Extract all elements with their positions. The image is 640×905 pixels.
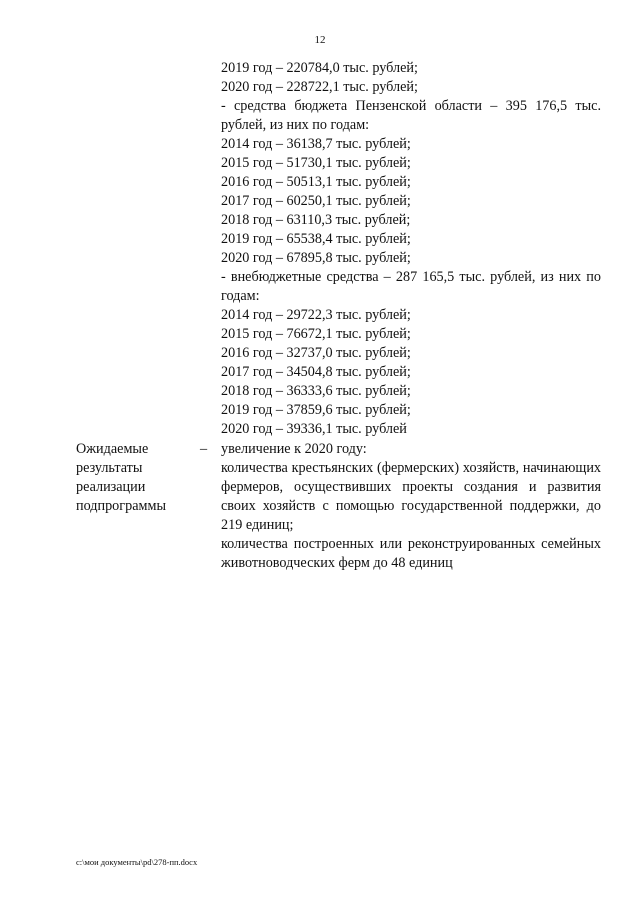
page-number: 12: [314, 34, 326, 46]
extra-year-line: 2017 год – 34504,8 тыс. рублей;: [221, 364, 411, 380]
extra-year-line: 2020 год – 39336,1 тыс. рублей: [221, 421, 407, 437]
label-line: реализации: [76, 479, 146, 495]
label-line: подпрограммы: [76, 498, 166, 514]
regional-year-line: 2015 год – 51730,1 тыс. рублей;: [221, 155, 411, 171]
regional-year-line: 2016 год – 50513,1 тыс. рублей;: [221, 174, 411, 190]
extra-year-line: 2014 год – 29722,3 тыс. рублей;: [221, 307, 411, 323]
label-line: Ожидаемые: [76, 441, 149, 457]
regional-year-line: 2019 год – 65538,4 тыс. рублей;: [221, 231, 411, 247]
expected-results-label: [76, 440, 196, 516]
regional-budget-intro: - средства бюджета Пензенской области – 395 176,5 тыс. рублей, из них по годам:: [221, 98, 601, 133]
regional-year-line: 2018 год – 63110,3 тыс. рублей;: [221, 212, 411, 228]
funding-year-line: 2020 год – 228722,1 тыс. рублей;: [221, 79, 418, 95]
funding-year-line: 2019 год – 220784,0 тыс. рублей;: [221, 60, 418, 76]
extra-year-line: 2016 год – 32737,0 тыс. рублей;: [221, 345, 411, 361]
results-item: количества построенных или реконструированных семейных животноводческих ферм до 48 единиц: [221, 536, 601, 571]
extra-budget-intro: - внебюджетные средства – 287 165,5 тыс. рублей, из них по годам:: [221, 269, 601, 304]
footer-file-path: c:\мои документы\pd\278-пп.docx: [76, 857, 198, 867]
regional-year-line: 2017 год – 60250,1 тыс. рублей;: [221, 193, 411, 209]
funding-sources-block: [221, 59, 601, 439]
expected-results-content: [221, 440, 601, 573]
extra-year-line: 2015 год – 76672,1 тыс. рублей;: [221, 326, 411, 342]
extra-year-line: 2018 год – 36333,6 тыс. рублей;: [221, 383, 411, 399]
label-dash: –: [200, 441, 208, 457]
results-heading: увеличение к 2020 году:: [221, 441, 367, 457]
label-line: результаты: [76, 460, 143, 476]
regional-year-line: 2014 год – 36138,7 тыс. рублей;: [221, 136, 411, 152]
extra-year-line: 2019 год – 37859,6 тыс. рублей;: [221, 402, 411, 418]
results-item: количества крестьянских (фермерских) хозяйств, начинающих фермеров, осуществивших проекты создания и развития своих хозяйств с помощью государственной поддержки, до 219 единиц;: [221, 460, 601, 533]
regional-year-line: 2020 год – 67895,8 тыс. рублей;: [221, 250, 411, 266]
